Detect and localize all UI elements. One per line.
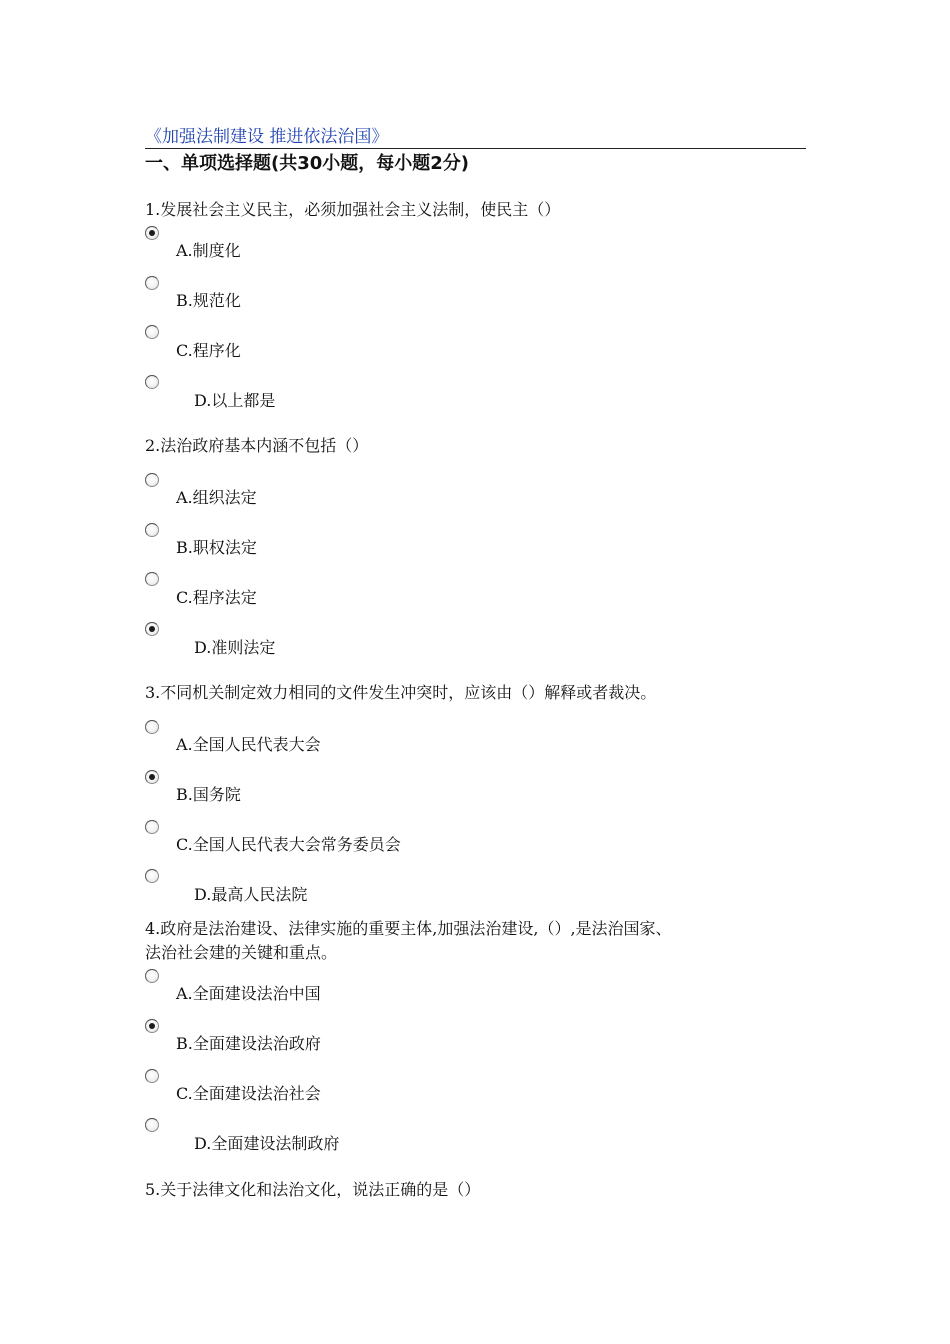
question-4-line-1: 4.政府是法治建设、法律实施的重要主体,加强法治建设,（）,是法治国家、 xyxy=(145,919,672,938)
question-2: 2.法治政府基本内涵不包括（） xyxy=(145,436,369,455)
question-2-option-d-label: D.准则法定 xyxy=(194,638,276,657)
question-2-option-a-radio[interactable] xyxy=(145,473,159,487)
question-4-option-d-radio[interactable] xyxy=(145,1118,159,1132)
question-3: 3.不同机关制定效力相同的文件发生冲突时，应该由（）解释或者裁决。 xyxy=(145,683,657,702)
question-1-option-b-radio[interactable] xyxy=(145,276,159,290)
question-2-option-a-label: A.组织法定 xyxy=(176,488,257,507)
question-1-option-b-label: B.规范化 xyxy=(176,291,241,310)
question-4-option-b-radio[interactable] xyxy=(145,1019,159,1033)
question-1-option-c-label: C.程序化 xyxy=(176,341,241,360)
question-4-option-c-label: C.全面建设法治社会 xyxy=(176,1084,321,1103)
question-1-option-c-radio[interactable] xyxy=(145,325,159,339)
question-3-option-c-radio[interactable] xyxy=(145,820,159,834)
question-5: 5.关于法律文化和法治文化，说法正确的是（） xyxy=(145,1180,481,1199)
title-underline xyxy=(145,148,806,149)
document-title[interactable]: 《加强法制建设 推进依法治国》 xyxy=(145,127,389,147)
question-4-option-d-label: D.全面建设法制政府 xyxy=(194,1134,340,1153)
question-2-option-b-radio[interactable] xyxy=(145,523,159,537)
question-3-option-d-label: D.最高人民法院 xyxy=(194,885,308,904)
question-2-option-c-label: C.程序法定 xyxy=(176,588,257,607)
question-2-option-c-radio[interactable] xyxy=(145,572,159,586)
question-3-option-a-radio[interactable] xyxy=(145,720,159,734)
question-1-option-a-radio[interactable] xyxy=(145,226,159,240)
question-1-option-d-label: D.以上都是 xyxy=(194,391,276,410)
question-3-option-d-radio[interactable] xyxy=(145,869,159,883)
question-3-option-c-label: C.全国人民代表大会常务委员会 xyxy=(176,835,401,854)
question-1-option-a-label: A.制度化 xyxy=(176,241,241,260)
question-1: 1.发展社会主义民主，必须加强社会主义法制，使民主（） xyxy=(145,200,561,219)
question-2-option-d-radio[interactable] xyxy=(145,622,159,636)
question-4-option-a-label: A.全面建设法治中国 xyxy=(176,984,321,1003)
question-3-option-a-label: A.全国人民代表大会 xyxy=(176,735,321,754)
question-2-option-b-label: B.职权法定 xyxy=(176,538,257,557)
question-4-option-c-radio[interactable] xyxy=(145,1069,159,1083)
section-heading: 一、单项选择题(共30小题，每小题2分) xyxy=(145,153,470,174)
question-1-option-d-radio[interactable] xyxy=(145,375,159,389)
question-3-option-b-label: B.国务院 xyxy=(176,785,241,804)
question-4-option-a-radio[interactable] xyxy=(145,969,159,983)
question-4-line-2: 法治社会建的关键和重点。 xyxy=(145,943,338,962)
question-3-option-b-radio[interactable] xyxy=(145,770,159,784)
question-4-option-b-label: B.全面建设法治政府 xyxy=(176,1034,321,1053)
